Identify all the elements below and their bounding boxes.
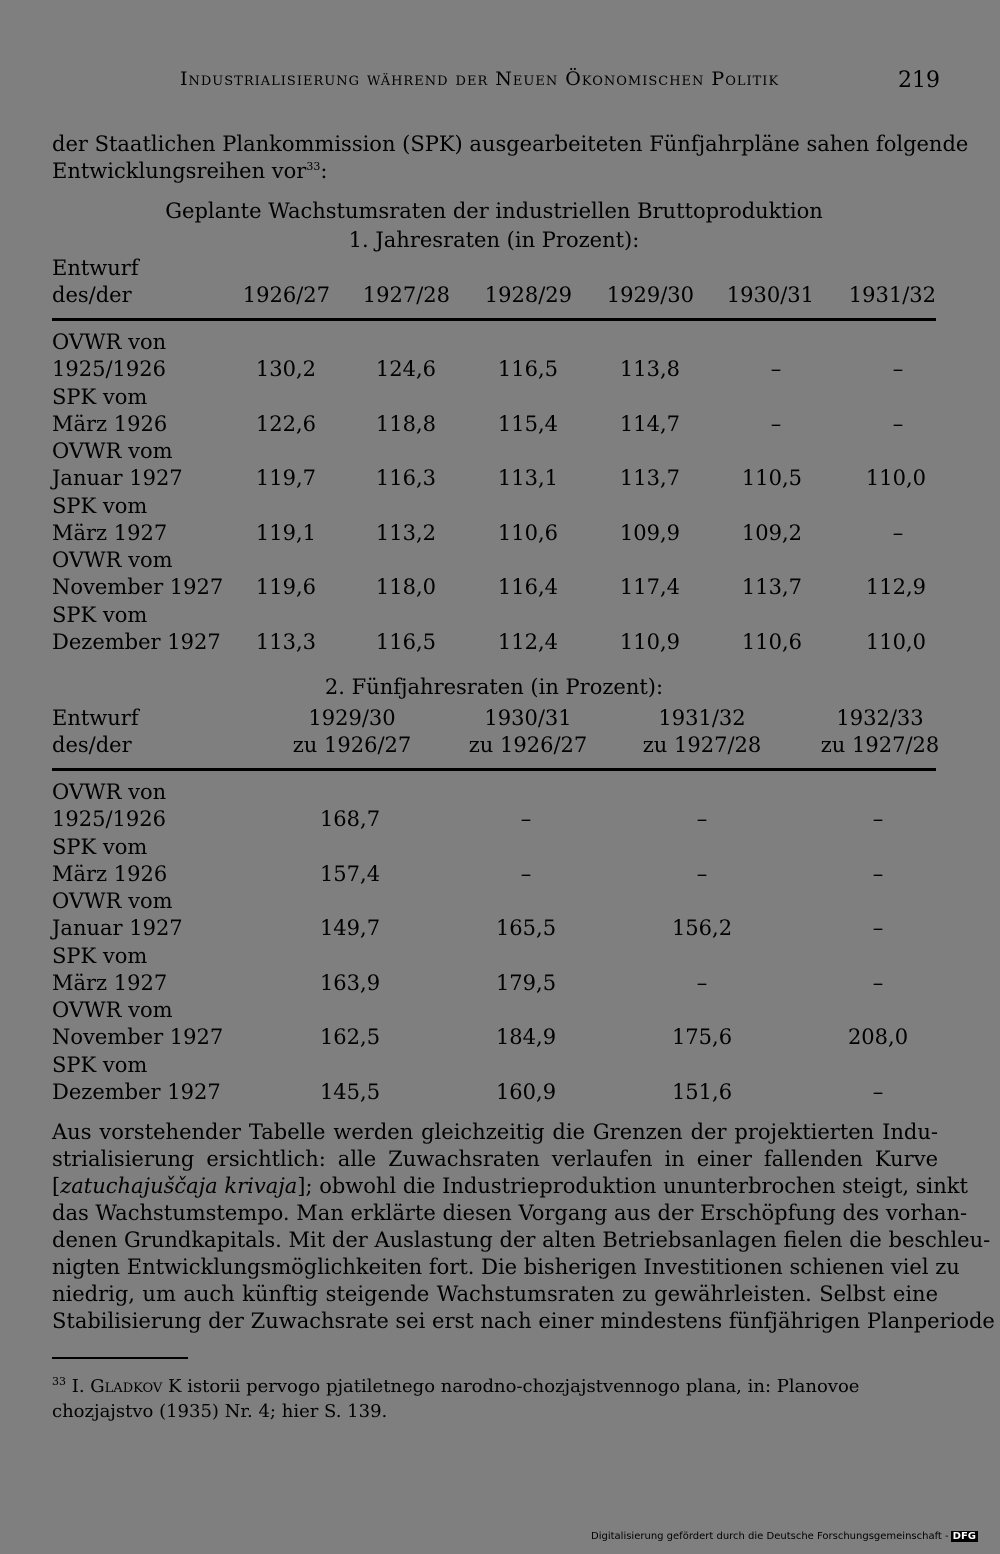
paragraph-line-3-rest: ]; obwohl die Industrieproduktion ununterbrochen steigt, sinkt bbox=[297, 1174, 968, 1198]
table-cell: 110,0 bbox=[865, 466, 926, 490]
row-label-line1: OVWR von bbox=[52, 330, 167, 354]
row-label-line2: 1925/1926 bbox=[52, 807, 166, 831]
table-cell: 109,2 bbox=[741, 520, 802, 545]
table-cell: 119,6 bbox=[255, 575, 316, 599]
table-cell: 112,9 bbox=[865, 575, 926, 599]
table-cell: 130,2 bbox=[255, 357, 316, 381]
paragraph-line-6: nigten Entwicklungsmöglichkeiten fort. Die bisherigen Investitionen schienen viel zu bbox=[52, 1255, 960, 1279]
table-cell: 112,4 bbox=[497, 629, 558, 654]
section2-column-header-bottom: zu 1926/27 bbox=[468, 733, 588, 757]
table-cell: 149,7 bbox=[319, 916, 381, 940]
table-cell: – bbox=[872, 807, 884, 831]
section1-rule bbox=[52, 318, 936, 321]
bracket-open: [ bbox=[52, 1174, 61, 1198]
table-cell: – bbox=[770, 411, 782, 436]
section1-column-header: 1930/31 bbox=[726, 283, 814, 307]
row-label-line2: März 1927 bbox=[52, 520, 168, 545]
row-label-line1: OVWR vom bbox=[52, 889, 173, 913]
row-label-line2: Januar 1927 bbox=[52, 466, 183, 490]
table-cell: – bbox=[696, 807, 708, 831]
table-cell: 109,9 bbox=[619, 520, 680, 545]
section2-column-header-top: 1931/32 bbox=[658, 706, 746, 730]
table-cell: – bbox=[872, 916, 884, 940]
table-cell: 113,8 bbox=[619, 357, 680, 381]
table-cell: 113,7 bbox=[619, 466, 680, 490]
table-cell: 118,8 bbox=[375, 411, 436, 436]
table-cell: 151,6 bbox=[671, 1079, 733, 1104]
footnote-line-1 bbox=[52, 1375, 859, 1397]
row-label-line2: November 1927 bbox=[52, 1025, 224, 1049]
table-cell: 165,5 bbox=[495, 916, 557, 940]
paragraph-line-7: niedrig, um auch künftig steigende Wachstumsraten zu gewährleisten. Selbst eine bbox=[52, 1282, 938, 1306]
footnote-number: 33 bbox=[52, 1375, 66, 1388]
paragraph-line-4: das Wachstumstempo. Man erklärte diesen Vorgang aus der Erschöpfung des vorhan- bbox=[52, 1201, 968, 1225]
table-cell: 110,0 bbox=[865, 629, 926, 654]
credit-text: Digitalisierung gefördert durch die Deutsche Forschungsgemeinschaft - bbox=[591, 1531, 949, 1542]
table-cell: – bbox=[872, 1079, 884, 1104]
row-label-line1: OVWR vom bbox=[52, 439, 173, 463]
row-label-line2: Januar 1927 bbox=[52, 916, 183, 940]
table-cell: 163,9 bbox=[319, 970, 381, 995]
footnote-author: I. Gladkov bbox=[71, 1376, 163, 1397]
table-cell: – bbox=[872, 970, 884, 995]
row-label-line2: Dezember 1927 bbox=[52, 629, 221, 654]
footnote-line-2: chozjajstvo (1935) Nr. 4; hier S. 139. bbox=[52, 1401, 388, 1422]
table-cell: 110,6 bbox=[741, 629, 802, 654]
paragraph-line-2: strialisierung ersichtlich: alle Zuwachsraten verlaufen in einer fallenden Kurve bbox=[52, 1147, 938, 1171]
section2-heading: 2. Fünfjahresraten (in Prozent): bbox=[324, 675, 664, 699]
table-cell: 110,6 bbox=[497, 520, 558, 545]
table-cell: 115,4 bbox=[497, 411, 558, 436]
footnote-line-1-rest: K istorii pervogo pjatiletnego narodno-chozjajstvennogo plana, in: Planovoe bbox=[162, 1376, 860, 1397]
table-cell: 162,5 bbox=[319, 1025, 381, 1049]
row-label-line1: SPK vom bbox=[52, 1052, 148, 1077]
row-label-line1: SPK vom bbox=[52, 834, 148, 859]
row-label-line1: OVWR vom bbox=[52, 998, 173, 1022]
section1-label-line2: des/der bbox=[52, 283, 132, 307]
table-cell: 110,5 bbox=[741, 466, 802, 490]
intro-line-2 bbox=[52, 159, 327, 183]
table-cell: 113,1 bbox=[497, 466, 558, 490]
section2-column-header-bottom: zu 1926/27 bbox=[292, 733, 412, 757]
table-cell: – bbox=[892, 357, 904, 381]
section1-column-header: 1927/28 bbox=[362, 283, 450, 307]
table-cell: – bbox=[770, 357, 782, 381]
section2-label-line2: des/der bbox=[52, 733, 132, 757]
table-cell: 156,2 bbox=[671, 916, 733, 940]
row-label-line1: SPK vom bbox=[52, 943, 148, 968]
table-cell: 114,7 bbox=[619, 411, 680, 436]
section1-column-header: 1928/29 bbox=[484, 283, 572, 307]
paragraph-line-3 bbox=[52, 1174, 968, 1198]
running-title: Industrialisierung während der Neuen Ökonomischen Politik bbox=[180, 68, 780, 90]
section2-column-header-top: 1932/33 bbox=[836, 706, 924, 730]
table-cell: 175,6 bbox=[671, 1025, 733, 1049]
table-cell: 179,5 bbox=[495, 970, 557, 995]
table-cell: – bbox=[520, 861, 532, 886]
row-label-line1: OVWR vom bbox=[52, 548, 173, 572]
table-cell: – bbox=[696, 861, 708, 886]
row-label-line1: SPK vom bbox=[52, 384, 148, 409]
table-cell: 116,4 bbox=[497, 575, 558, 599]
table-cell: 119,7 bbox=[255, 466, 316, 490]
section1-label-line1: Entwurf bbox=[52, 256, 139, 280]
section2-rule bbox=[52, 768, 936, 771]
table-cell: 113,7 bbox=[741, 575, 802, 599]
row-label-line2: März 1927 bbox=[52, 970, 168, 995]
table-cell: 145,5 bbox=[319, 1079, 381, 1104]
table-cell: 157,4 bbox=[319, 861, 381, 886]
table-cell: 116,3 bbox=[375, 466, 436, 490]
row-label-line2: März 1926 bbox=[52, 861, 168, 886]
table-cell: – bbox=[520, 807, 532, 831]
row-label-line2: März 1926 bbox=[52, 411, 168, 436]
table-cell: 122,6 bbox=[255, 411, 316, 436]
row-label-line2: Dezember 1927 bbox=[52, 1079, 221, 1104]
footnote-rule bbox=[52, 1357, 188, 1359]
section1-heading: 1. Jahresraten (in Prozent): bbox=[348, 228, 640, 252]
section2-column-header-top: 1929/30 bbox=[308, 706, 396, 730]
section2-label-line1: Entwurf bbox=[52, 706, 139, 730]
intro-line-2-end: : bbox=[320, 159, 328, 183]
italic-term: zatuchajuščaja krivaja bbox=[60, 1174, 298, 1198]
section2-column-header-top: 1930/31 bbox=[484, 706, 572, 730]
table-cell: 208,0 bbox=[847, 1025, 909, 1049]
table-cell: 184,9 bbox=[495, 1025, 557, 1049]
table-cell: 113,3 bbox=[255, 629, 316, 654]
table-cell: 117,4 bbox=[619, 575, 680, 599]
row-label-line1: OVWR von bbox=[52, 780, 167, 804]
table-cell: 110,9 bbox=[619, 629, 680, 654]
table-cell: 113,2 bbox=[375, 520, 436, 545]
digitization-credit bbox=[591, 1531, 978, 1542]
table-cell: – bbox=[892, 520, 904, 545]
intro-line-1: der Staatlichen Plankommission (SPK) ausgearbeiteten Fünfjahrpläne sahen folgende bbox=[52, 132, 969, 156]
table-cell: – bbox=[696, 970, 708, 995]
table-cell: 116,5 bbox=[497, 357, 558, 381]
intro-line-2-text: Entwicklungsreihen vor bbox=[52, 159, 307, 183]
section2-column-header-bottom: zu 1927/28 bbox=[820, 733, 940, 757]
table-cell: 118,0 bbox=[375, 575, 436, 599]
row-label-line2: November 1927 bbox=[52, 575, 224, 599]
table-cell: – bbox=[872, 861, 884, 886]
section1-column-header: 1931/32 bbox=[848, 283, 936, 307]
table-cell: – bbox=[892, 411, 904, 436]
paragraph-line-1: Aus vorstehender Tabelle werden gleichzeitig die Grenzen der projektierten Indu- bbox=[52, 1120, 938, 1144]
row-label-line1: SPK vom bbox=[52, 602, 148, 627]
table-cell: 119,1 bbox=[255, 520, 316, 545]
dfg-logo: DFG bbox=[952, 1531, 976, 1542]
table-cell: 160,9 bbox=[495, 1079, 557, 1104]
table-cell: 124,6 bbox=[375, 357, 436, 381]
page-number: 219 bbox=[898, 68, 940, 93]
row-label-line2: 1925/1926 bbox=[52, 357, 166, 381]
footnote-reference: 33 bbox=[306, 160, 321, 173]
row-label-line1: SPK vom bbox=[52, 493, 148, 518]
paragraph-line-8: Stabilisierung der Zuwachsrate sei erst nach einer mindestens fünfjährigen Planperiode bbox=[52, 1309, 995, 1333]
table-cell: 168,7 bbox=[319, 807, 381, 831]
table-title: Geplante Wachstumsraten der industriellen Bruttoproduktion bbox=[165, 199, 823, 223]
paragraph-line-5: denen Grundkapitals. Mit der Auslastung der alten Betriebsanlagen fielen die beschleu- bbox=[52, 1228, 991, 1252]
table-cell: 116,5 bbox=[375, 629, 436, 654]
section1-column-header: 1926/27 bbox=[242, 283, 330, 307]
section1-column-header: 1929/30 bbox=[606, 283, 694, 307]
section2-column-header-bottom: zu 1927/28 bbox=[642, 733, 762, 757]
